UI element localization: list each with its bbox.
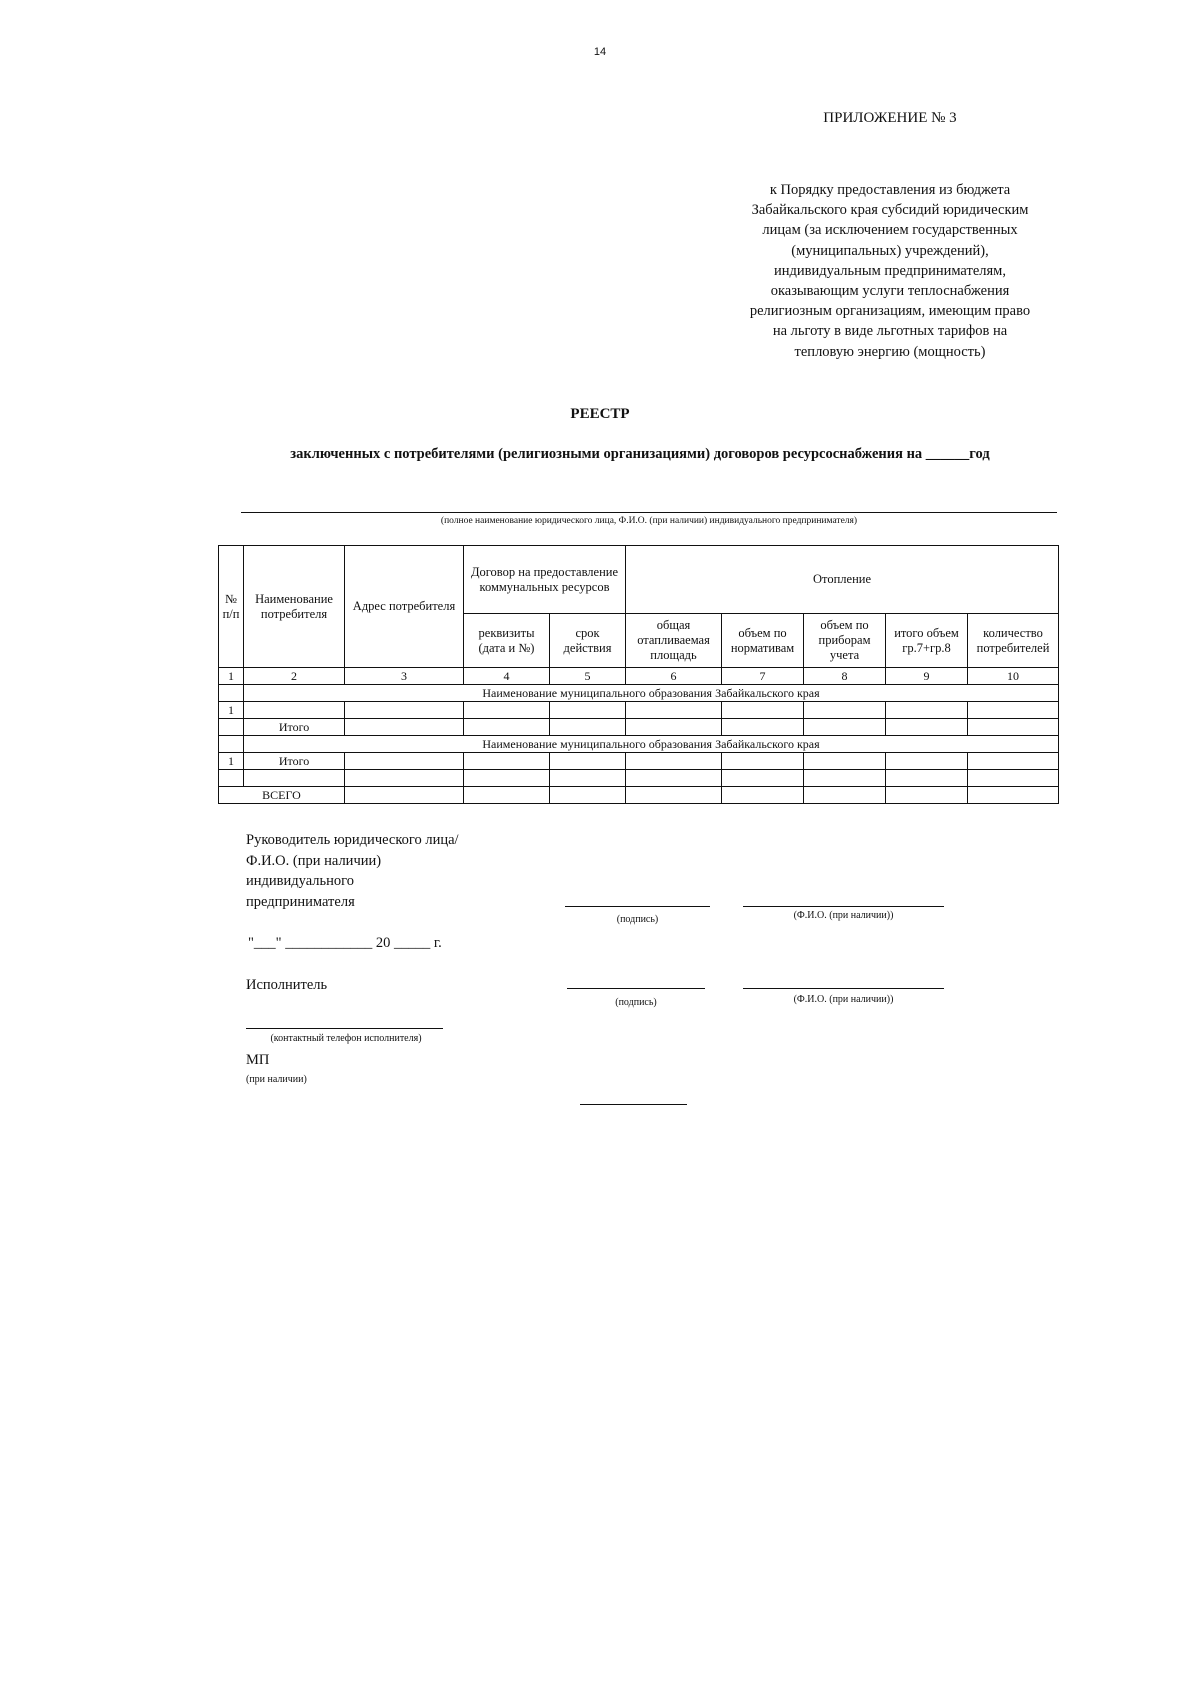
municipality-label: Наименование муниципального образования Забайкальского края bbox=[244, 736, 1059, 753]
document-title: РЕЕСТР bbox=[570, 406, 630, 422]
head-signature-line bbox=[565, 906, 710, 907]
row-index: 1 bbox=[219, 702, 244, 719]
appendix-line: тепловую энергию (мощность) bbox=[794, 343, 986, 360]
col-number: 10 bbox=[968, 668, 1059, 685]
executor-label: Исполнитель bbox=[246, 977, 328, 993]
stamp-note: (при наличии) bbox=[246, 1074, 307, 1085]
col-number: 4 bbox=[464, 668, 550, 685]
row-index: 1 bbox=[219, 753, 244, 770]
header-count: количество потребителей bbox=[968, 614, 1059, 668]
appendix-line: Забайкальского края субсидий юридическим bbox=[751, 202, 1029, 219]
col-number: 8 bbox=[804, 668, 886, 685]
appendix-line: религиозным организациям, имеющим право bbox=[749, 303, 1031, 320]
subtotal-row bbox=[219, 719, 1059, 736]
appendix-line: (муниципальных) учреждений), bbox=[791, 242, 989, 259]
appendix-reference bbox=[720, 180, 1060, 362]
header-name: Наименование потребителя bbox=[244, 546, 345, 668]
subtotal-row bbox=[219, 753, 1059, 770]
appendix-line: к Порядку предоставления из бюджета bbox=[769, 182, 1011, 198]
head-signature-caption: (подпись) bbox=[616, 914, 659, 925]
header-num: № п/п bbox=[219, 546, 244, 668]
document-subtitle: заключенных с потребителями (религиозными организациями) договоров ресурсоснабжения на ______год bbox=[290, 446, 990, 462]
header-address: Адрес потребителя bbox=[345, 546, 464, 668]
col-number: 6 bbox=[626, 668, 722, 685]
municipality-row bbox=[219, 736, 1059, 753]
date-line: "___" ____________ 20 _____ г. bbox=[248, 935, 442, 951]
column-number-row bbox=[219, 668, 1059, 685]
stamp-label: МП bbox=[246, 1052, 270, 1068]
col-number: 9 bbox=[886, 668, 968, 685]
executor-fio-line bbox=[743, 988, 944, 989]
col-number: 1 bbox=[219, 668, 244, 685]
header-meter: объем по приборам учета bbox=[804, 614, 886, 668]
header-requisites: реквизиты (дата и №) bbox=[464, 614, 550, 668]
col-number: 3 bbox=[345, 668, 464, 685]
col-number: 2 bbox=[244, 668, 345, 685]
header-total: итого объем гр.7+гр.8 bbox=[886, 614, 968, 668]
table-row bbox=[219, 770, 1059, 787]
page-number: 14 bbox=[593, 46, 607, 58]
appendix-line: оказывающим услуги теплоснабжения bbox=[770, 283, 1010, 300]
head-fio-line bbox=[743, 906, 944, 907]
header-heating: Отопление bbox=[626, 546, 1059, 614]
entity-name-line bbox=[241, 512, 1057, 513]
header-norm: объем по нормативам bbox=[722, 614, 804, 668]
executor-fio-caption: (Ф.И.О. (при наличии)) bbox=[793, 994, 894, 1005]
municipality-label: Наименование муниципального образования Забайкальского края bbox=[244, 685, 1059, 702]
phone-line bbox=[246, 1028, 443, 1029]
header-term: срок действия bbox=[550, 614, 626, 668]
appendix-title: ПРИЛОЖЕНИЕ № 3 bbox=[823, 110, 957, 126]
end-rule bbox=[580, 1104, 687, 1105]
grand-total-label: ВСЕГО bbox=[219, 787, 345, 804]
appendix-line: лицам (за исключением государственных bbox=[762, 222, 1018, 239]
header-contract: Договор на предоставление коммунальных ресурсов bbox=[464, 546, 626, 614]
entity-name-caption: (полное наименование юридического лица, Ф.И.О. (при наличии) индивидуального предпринимателя) bbox=[440, 516, 858, 526]
col-number: 7 bbox=[722, 668, 804, 685]
phone-caption: (контактный телефон исполнителя) bbox=[270, 1033, 422, 1044]
executor-signature-line bbox=[567, 988, 705, 989]
table-row bbox=[219, 702, 1059, 719]
registry-table bbox=[218, 545, 1059, 804]
col-number: 5 bbox=[550, 668, 626, 685]
municipality-row bbox=[219, 685, 1059, 702]
subtotal-label: Итого bbox=[244, 719, 345, 736]
header-area: общая отапливаемая площадь bbox=[626, 614, 722, 668]
executor-signature-caption: (подпись) bbox=[615, 997, 657, 1008]
appendix-line: на льготу в виде льготных тарифов на bbox=[772, 323, 1008, 340]
head-signatory-label: Руководитель юридического лица/ Ф.И.О. (при наличии) индивидуального предпринимателя bbox=[246, 832, 459, 910]
head-fio-caption: (Ф.И.О. (при наличии)) bbox=[793, 910, 894, 921]
appendix-line: индивидуальным предпринимателям, bbox=[774, 262, 1006, 279]
grand-total-row bbox=[219, 787, 1059, 804]
subtotal-label: Итого bbox=[244, 753, 345, 770]
